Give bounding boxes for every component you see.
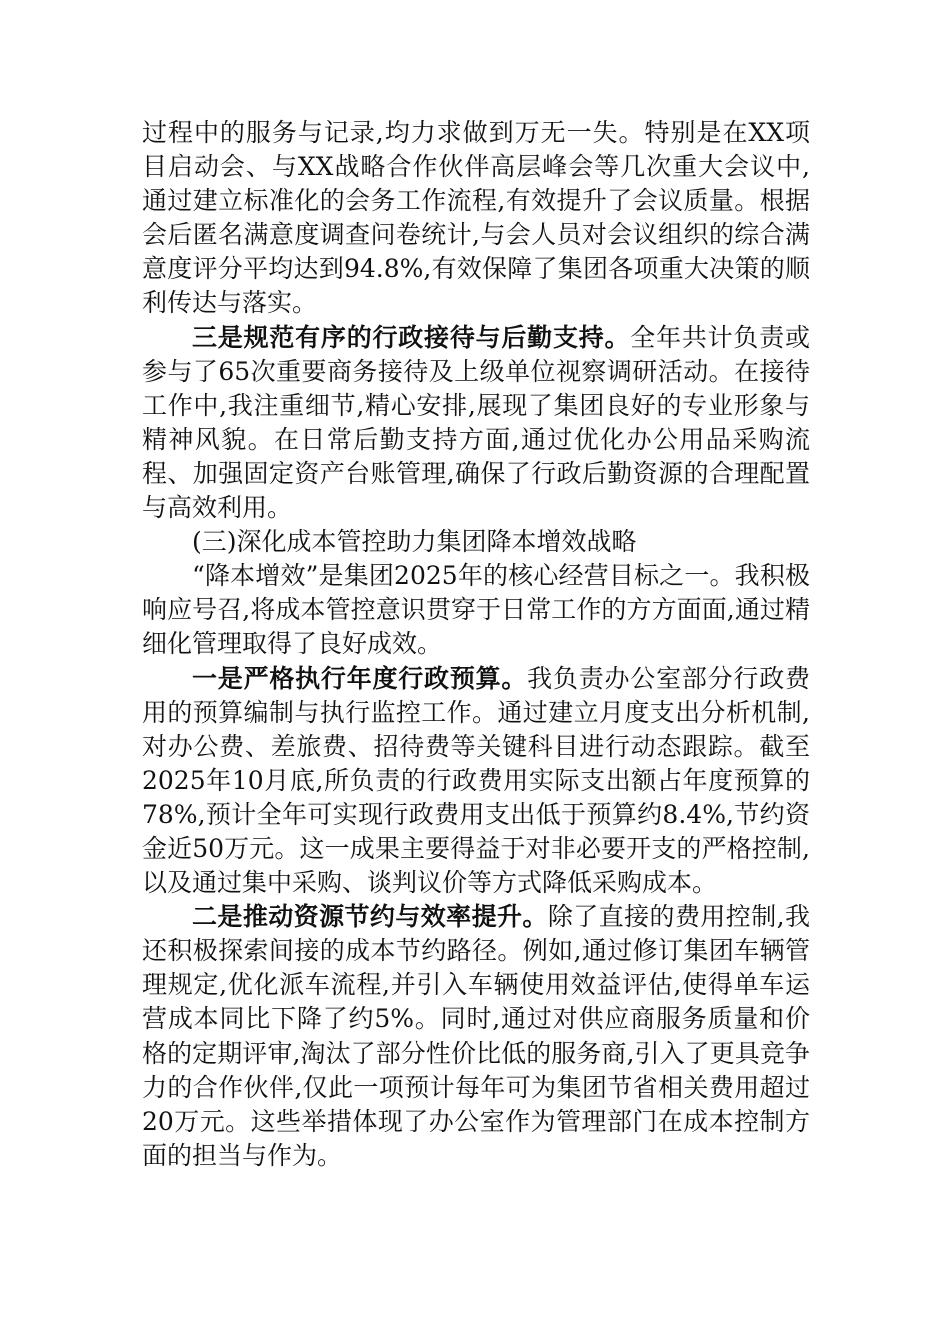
paragraph-budget [142,662,810,901]
paragraph-lead: 三是规范有序的行政接待与后勤支持。 [192,322,631,352]
paragraph-text: 除了直接的费用控制,我还积极探索间接的成本节约路径。例如,通过修订集团车辆管理规定,优化派车流程,并引入车辆使用效益评估,使得单车运营成本同比下降了约5%。同时,通过对供应商服务质量和价格的定期评审,淘汰了部分性价比低的服务商,引入了更具竞争力的合作伙伴,仅此一项预计每年可为集团节省相关费用超过20万元。这些举措体现了办公室作为管理部门在成本控制方面的担当与作为。 [142,902,810,1170]
paragraph-text: 全年共计负责或参与了65次重要商务接待及上级单位视察调研活动。在接待工作中,我注重细节,精心安排,展现了集团良好的专业形象与精神风貌。在日常后勤支持方面,通过优化办公用品采购流程、加强固定资产台账管理,确保了行政后勤资源的合理配置与高效利用。 [142,322,810,523]
paragraph-text: 过程中的服务与记录,均力求做到万无一失。特别是在XX项目启动会、与XX战略合作伙伴高层峰会等几次重大会议中,通过建立标准化的会务工作流程,有效提升了会议质量。根据会后匿名满意度调查问卷统计,与会人员对会议组织的综合满意度评分平均达到94.8%,有效保障了集团各项重大决策的顺利传达与落实。 [142,118,810,318]
section-heading [142,525,810,559]
paragraph-text: “降本增效”是集团2025年的核心经营目标之一。我积极响应号召,将成本管控意识贯穿于日常工作的方方面面,通过精细化管理取得了良好成效。 [142,561,810,659]
paragraph-cost-intro [142,559,810,661]
paragraph-text: 我负责办公室部分行政费用的预算编制与执行监控工作。通过建立月度支出分析机制,对办公费、差旅费、招待费等关键科目进行动态跟踪。截至2025年10月底,所负责的行政费用实际支出额占年度预算的78%,预计全年可实现行政费用支出低于预算约8.4%,节约资金近50万元。这一成果主要得益于对非必要开支的严格控制,以及通过集中采购、谈判议价等方式降低采购成本。 [142,663,810,898]
paragraph-reception-support [142,321,810,526]
paragraph-resource-saving [142,900,810,1173]
paragraph-continuation [142,116,810,321]
paragraph-lead: 一是严格执行年度行政预算。 [192,663,528,693]
document-page [142,116,810,1173]
section-heading-text: (三)深化成本管控助力集团降本增效战略 [192,527,637,557]
paragraph-lead: 二是推动资源节约与效率提升。 [192,902,548,932]
